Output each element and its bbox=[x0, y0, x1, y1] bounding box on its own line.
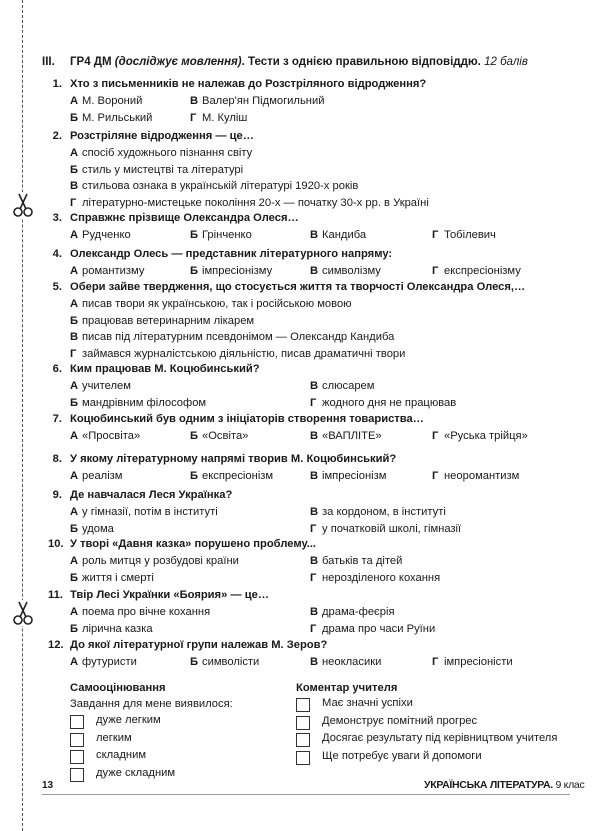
answer-option[interactable] bbox=[190, 468, 273, 484]
option-letter: Б bbox=[190, 430, 199, 442]
page-number: 13 bbox=[42, 780, 54, 791]
option-text: експресіонізму bbox=[444, 265, 521, 277]
answer-option[interactable] bbox=[310, 227, 366, 243]
option-letter: В bbox=[310, 430, 319, 442]
answer-option[interactable] bbox=[70, 504, 218, 520]
checkbox-label: Демонструє помітний прогрес bbox=[322, 714, 478, 727]
option-text: неоромантизм bbox=[444, 470, 520, 482]
option-letter: А bbox=[70, 95, 79, 107]
checkbox-label: легким bbox=[96, 731, 132, 744]
option-text: працював ветеринарним лікарем bbox=[82, 314, 255, 327]
question-text: Де навчалася Леся Українка? bbox=[70, 489, 233, 501]
answer-option[interactable] bbox=[70, 553, 239, 569]
option-text: мандрівним філософом bbox=[82, 397, 207, 409]
question-number: 8. bbox=[52, 453, 62, 465]
checkbox-label: Має значні успіхи bbox=[322, 697, 413, 709]
option-text: Валер'ян Підмогильний bbox=[202, 95, 325, 107]
option-letter: В bbox=[310, 656, 319, 668]
checkbox-icon[interactable] bbox=[296, 751, 310, 765]
option-letter: В bbox=[310, 229, 319, 241]
option-letter: Г bbox=[310, 572, 317, 584]
answer-option[interactable] bbox=[70, 296, 352, 312]
question-text: Хто з письменників не належав до Розстріляного відродження? bbox=[70, 78, 427, 90]
scissors-icon bbox=[12, 192, 34, 218]
option-letter: А bbox=[70, 147, 79, 159]
question-number: 10. bbox=[48, 538, 64, 550]
option-letter: А bbox=[70, 265, 79, 277]
option-letter: Г bbox=[432, 229, 439, 241]
option-letter: В bbox=[70, 180, 79, 192]
option-text: реалізм bbox=[82, 470, 123, 482]
answer-option[interactable] bbox=[70, 162, 243, 178]
option-letter: В bbox=[310, 606, 319, 618]
option-letter: А bbox=[70, 606, 79, 618]
checkbox-icon[interactable] bbox=[296, 733, 310, 747]
answer-option[interactable] bbox=[310, 504, 446, 520]
answer-option[interactable] bbox=[70, 263, 144, 279]
teacher-comment-heading: Коментар учителя bbox=[296, 682, 398, 694]
answer-option[interactable] bbox=[190, 227, 252, 243]
option-text: Рудченко bbox=[82, 229, 131, 241]
checkbox-label: дуже легким bbox=[96, 714, 161, 726]
book-title bbox=[424, 779, 584, 791]
option-text: «Просвіта» bbox=[82, 430, 141, 442]
option-letter: Б bbox=[190, 265, 199, 277]
option-text: Грінченко bbox=[202, 229, 252, 241]
option-text: М. Рильський bbox=[82, 112, 153, 124]
option-text: імпресіонізму bbox=[202, 265, 273, 277]
option-letter: Г bbox=[432, 470, 439, 482]
answer-option[interactable] bbox=[310, 521, 461, 537]
option-letter: Г bbox=[432, 656, 439, 668]
question-number: 12. bbox=[48, 639, 64, 651]
answer-option[interactable] bbox=[70, 93, 142, 109]
answer-option[interactable] bbox=[70, 654, 137, 670]
answer-option[interactable] bbox=[70, 521, 114, 537]
option-text: драма-феєрія bbox=[322, 606, 395, 618]
option-text: слюсарем bbox=[322, 380, 375, 392]
option-text: батьків та дітей bbox=[322, 555, 403, 567]
footer-divider bbox=[42, 794, 570, 795]
checkbox-icon[interactable] bbox=[70, 715, 84, 729]
checkbox-label: дуже складним bbox=[96, 766, 176, 779]
option-letter: Б bbox=[70, 572, 79, 584]
question-text: У творі «Давня казка» порушено проблему... bbox=[70, 538, 317, 550]
book-title-subject: УКРАЇНСЬКА ЛІТЕРАТУРА. bbox=[424, 779, 553, 791]
self-assessment-heading: Самооцінювання bbox=[70, 682, 166, 694]
option-text: писав під літературним псевдонімом — Олександр Кандиба bbox=[82, 331, 395, 343]
answer-option[interactable] bbox=[70, 378, 131, 394]
option-text: у початковій школі, гімназії bbox=[322, 523, 462, 535]
option-text: імпресіонізм bbox=[322, 470, 387, 482]
section-title-code: ГР4 ДМ bbox=[70, 56, 112, 68]
option-letter: В bbox=[310, 506, 319, 518]
section-title-italic: (досліджує мовлення) bbox=[114, 56, 242, 68]
option-letter: А bbox=[70, 555, 79, 567]
answer-option[interactable] bbox=[70, 178, 358, 194]
option-text: лірична казка bbox=[82, 623, 153, 635]
question-number: 6. bbox=[52, 363, 62, 375]
answer-option[interactable] bbox=[70, 313, 254, 329]
answer-option[interactable] bbox=[310, 570, 440, 586]
question-number: 7. bbox=[52, 413, 62, 425]
question-number: 9. bbox=[52, 489, 62, 501]
option-letter: В bbox=[310, 380, 319, 392]
cut-line bbox=[22, 0, 23, 831]
option-text: за кордоном, в інституті bbox=[322, 506, 446, 518]
option-text: поема про вічне кохання bbox=[82, 606, 211, 618]
option-text: романтизму bbox=[82, 265, 145, 277]
option-letter: Г bbox=[432, 265, 439, 277]
checkbox-icon[interactable] bbox=[70, 733, 84, 747]
option-letter: А bbox=[70, 656, 79, 668]
answer-option[interactable] bbox=[310, 378, 374, 394]
answer-option[interactable] bbox=[432, 263, 521, 279]
answer-option[interactable] bbox=[70, 621, 153, 637]
answer-option[interactable] bbox=[310, 654, 381, 670]
answer-option[interactable] bbox=[70, 468, 123, 484]
question-text: Ким працював М. Коцюбинський? bbox=[70, 363, 260, 375]
option-text: стиль у мистецтві та літературі bbox=[82, 163, 244, 176]
answer-option[interactable] bbox=[310, 621, 435, 637]
option-letter: Б bbox=[70, 112, 79, 124]
option-text: роль митця у розбудові країни bbox=[82, 555, 239, 567]
option-letter: Б bbox=[70, 163, 79, 176]
question-number: 2. bbox=[52, 130, 62, 142]
option-text: «ВАПЛІТЕ» bbox=[322, 430, 382, 442]
option-text: стильова ознака в українській літературі 1920-х років bbox=[82, 180, 359, 192]
option-letter: Б bbox=[70, 397, 79, 409]
option-text: імпресіоністи bbox=[444, 656, 513, 668]
option-letter: Б bbox=[190, 229, 199, 241]
answer-option[interactable] bbox=[310, 604, 395, 620]
option-text: драма про часи Руїни bbox=[322, 623, 436, 635]
option-text: літературно-мистецьке покоління 20-х — початку 30-х рр. в Україні bbox=[82, 196, 429, 209]
answer-option[interactable] bbox=[70, 195, 429, 211]
option-letter: В bbox=[310, 555, 319, 567]
answer-option[interactable] bbox=[190, 263, 272, 279]
option-text: Тобілевич bbox=[444, 229, 496, 241]
answer-option[interactable] bbox=[70, 428, 140, 444]
option-letter: В bbox=[310, 265, 319, 277]
question-text: Твір Лесі Українки «Боярия» — це… bbox=[70, 589, 270, 601]
question-number: 4. bbox=[52, 248, 62, 260]
option-letter: А bbox=[70, 506, 79, 518]
answer-option[interactable] bbox=[310, 468, 386, 484]
option-letter: В bbox=[310, 470, 319, 482]
checkbox-label: Ще потребує уваги й допомоги bbox=[322, 749, 482, 762]
option-text: неокласики bbox=[322, 656, 382, 668]
answer-option[interactable] bbox=[190, 110, 247, 126]
answer-option[interactable] bbox=[70, 395, 206, 411]
answer-option[interactable] bbox=[70, 145, 252, 161]
option-letter: Б bbox=[70, 314, 79, 327]
option-text: символісти bbox=[202, 656, 260, 668]
option-text: займався журналістською діяльністю, писав драматичні твори bbox=[82, 347, 406, 360]
option-text: «Освіта» bbox=[202, 430, 249, 442]
book-title-grade: 9 клас bbox=[552, 779, 585, 791]
option-letter: В bbox=[190, 95, 199, 107]
option-text: удома bbox=[82, 523, 114, 535]
option-text: символізму bbox=[322, 265, 381, 277]
checkbox-label: Досягає результату під керівництвом учителя bbox=[322, 732, 558, 744]
option-letter: Г bbox=[310, 623, 317, 635]
answer-option[interactable] bbox=[190, 428, 248, 444]
option-letter: Б bbox=[190, 656, 199, 668]
scissors-icon bbox=[12, 600, 34, 626]
section-title-rest: . Тести з однією правильною відповіддю. bbox=[241, 56, 481, 68]
option-text: футуристи bbox=[82, 656, 137, 668]
question-text: Справжнє прізвище Олександра Олеся… bbox=[70, 212, 299, 224]
section-points: 12 балів bbox=[484, 56, 528, 68]
answer-option[interactable] bbox=[70, 346, 405, 362]
option-text: писав твори як українською, так і російською мовою bbox=[82, 298, 352, 310]
option-letter: А bbox=[70, 229, 79, 241]
answer-option[interactable] bbox=[310, 263, 381, 279]
option-letter: Г bbox=[310, 523, 317, 535]
answer-option[interactable] bbox=[70, 227, 131, 243]
question-text: До якої літературної групи належав М. Зеров? bbox=[70, 639, 328, 651]
option-letter: Б bbox=[70, 523, 79, 535]
option-letter: Б bbox=[190, 470, 199, 482]
option-letter: Г bbox=[70, 347, 77, 360]
answer-option[interactable] bbox=[432, 468, 519, 484]
answer-option[interactable] bbox=[310, 553, 402, 569]
checkbox-icon[interactable] bbox=[296, 716, 310, 730]
option-text: М. Куліш bbox=[202, 112, 248, 124]
checkbox-icon[interactable] bbox=[70, 768, 84, 782]
answer-option[interactable] bbox=[70, 110, 152, 126]
option-text: Кандиба bbox=[322, 229, 367, 241]
question-number: 5. bbox=[52, 281, 62, 293]
option-text: життя і смерті bbox=[82, 572, 154, 584]
option-text: жодного дня не працював bbox=[322, 397, 457, 409]
answer-option[interactable] bbox=[70, 329, 394, 345]
option-text: М. Вороний bbox=[82, 95, 143, 107]
checkbox-icon[interactable] bbox=[296, 698, 310, 712]
question-text: Олександр Олесь — представник літературного напряму: bbox=[70, 248, 393, 260]
answer-option[interactable] bbox=[310, 428, 382, 444]
answer-option[interactable] bbox=[432, 227, 496, 243]
answer-option[interactable] bbox=[70, 570, 154, 586]
question-number: 3. bbox=[52, 212, 62, 224]
self-assessment-prompt: Завдання для мене виявилося: bbox=[70, 698, 233, 710]
answer-option[interactable] bbox=[432, 428, 528, 444]
option-text: у гімназії, потім в інституті bbox=[82, 506, 218, 518]
question-text: Коцюбинський був одним з ініціаторів створення товариства… bbox=[70, 413, 424, 425]
option-letter: В bbox=[70, 331, 79, 343]
option-letter: Г bbox=[70, 196, 77, 209]
option-letter: Г bbox=[310, 397, 317, 409]
option-letter: Б bbox=[70, 623, 79, 635]
question-number: 1. bbox=[52, 78, 62, 90]
answer-option[interactable] bbox=[70, 604, 210, 620]
section-title bbox=[70, 56, 528, 68]
answer-option[interactable] bbox=[190, 654, 259, 670]
option-text: «Руська трійця» bbox=[444, 430, 528, 442]
question-text: Розстріляне відродження — це… bbox=[70, 130, 254, 142]
option-text: експресіонізм bbox=[202, 470, 274, 482]
option-letter: А bbox=[70, 298, 79, 310]
answer-option[interactable] bbox=[310, 395, 456, 411]
option-text: учителем bbox=[82, 380, 131, 392]
option-letter: А bbox=[70, 430, 79, 442]
option-letter: Г bbox=[432, 430, 439, 442]
option-letter: Г bbox=[190, 112, 197, 124]
question-number: 11. bbox=[48, 589, 63, 601]
section-number: III. bbox=[42, 56, 55, 68]
checkbox-label: складним bbox=[96, 749, 147, 761]
answer-option[interactable] bbox=[190, 93, 324, 109]
option-letter: А bbox=[70, 380, 79, 392]
option-text: нерозділеного кохання bbox=[322, 572, 441, 584]
option-letter: А bbox=[70, 470, 79, 482]
question-text: Обери зайве твердження, що стосується життя та творчості Олександра Олеся,… bbox=[70, 281, 526, 293]
option-text: спосіб художнього пізнання світу bbox=[82, 147, 253, 159]
checkbox-icon[interactable] bbox=[70, 750, 84, 764]
answer-option[interactable] bbox=[432, 654, 513, 670]
question-text: У якому літературному напрямі творив М. Коцюбинський? bbox=[70, 453, 397, 465]
